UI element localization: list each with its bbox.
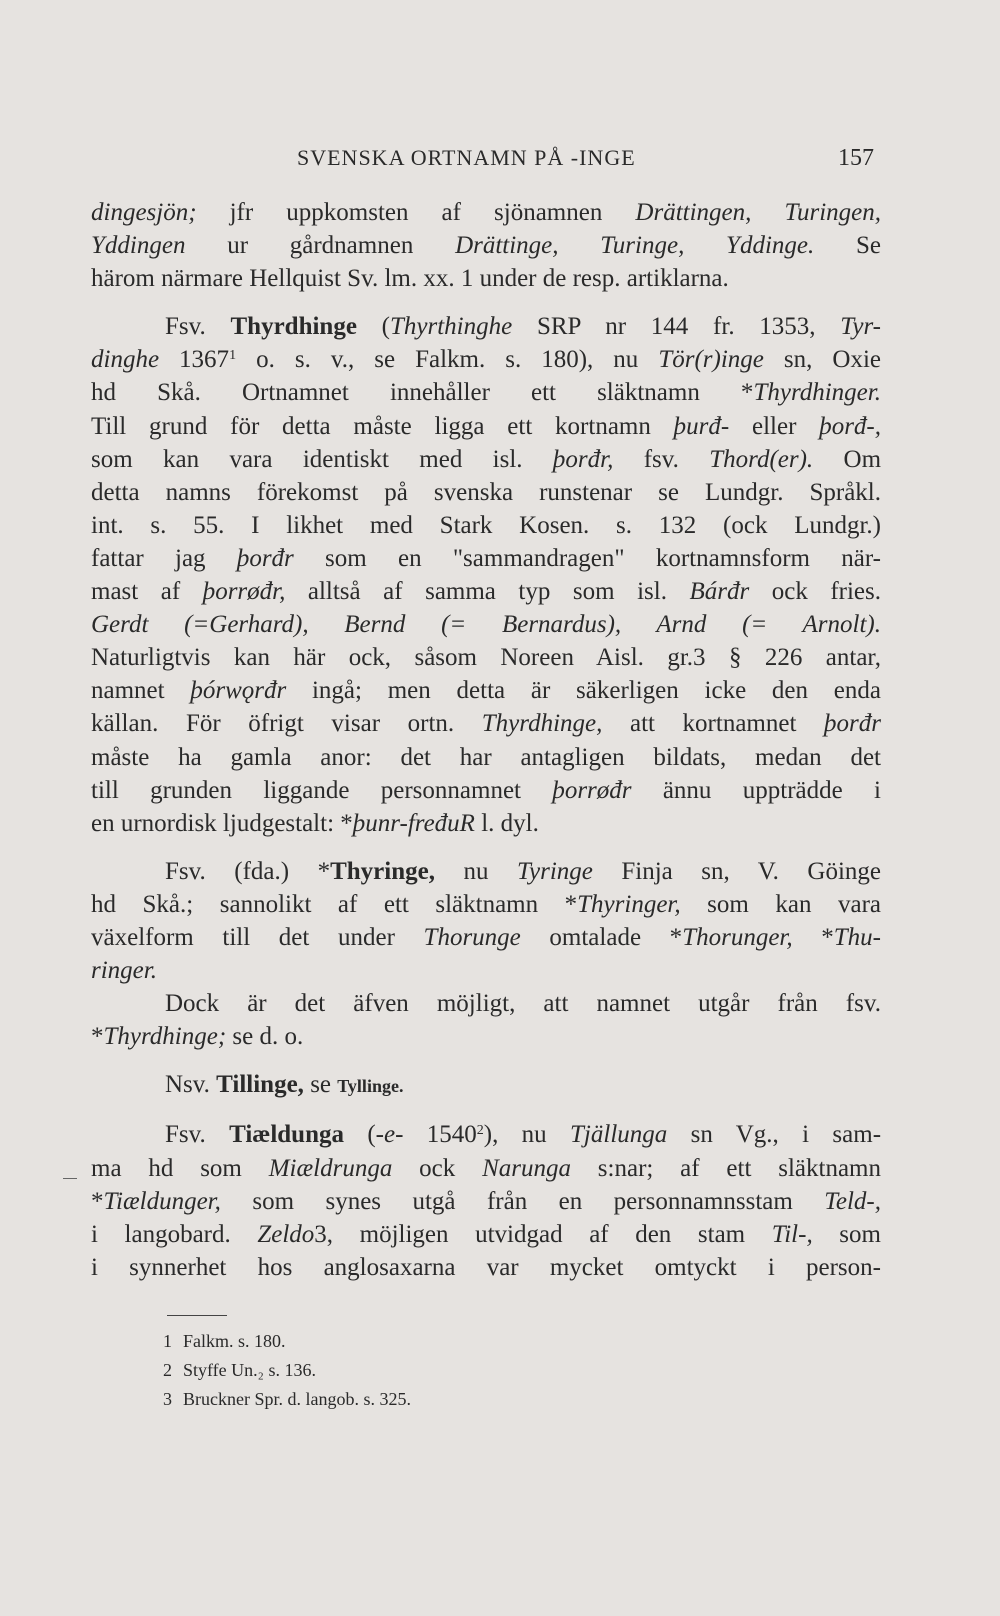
italic-word: Thyrthinghe bbox=[390, 313, 513, 341]
text-run: till grunden liggande personnamnet bbox=[91, 776, 553, 804]
italic-word: Thyringer, bbox=[577, 890, 681, 918]
text-line bbox=[91, 1218, 881, 1251]
italic-word: Drättinge, Turinge, Yddinge. bbox=[455, 232, 815, 260]
text-run: Fsv. bbox=[165, 313, 231, 341]
text-run: namnet bbox=[91, 677, 191, 705]
text-run: ( bbox=[356, 313, 390, 341]
text-run: s:nar; af ett släktnamn bbox=[570, 1154, 881, 1182]
text-line: måste ha gamla anor: det har antagligen bildats, medan det bbox=[91, 743, 881, 771]
italic-word: Teld-, bbox=[824, 1187, 881, 1215]
text-run: SRP nr 144 fr. 1353, bbox=[512, 313, 841, 341]
running-title: SVENSKA ORTNAMN PÅ -INGE bbox=[297, 145, 636, 170]
footnote-number: 2 bbox=[163, 1360, 172, 1380]
text-run: Se bbox=[814, 232, 881, 260]
text-run: , möjligen utvidgad af den stam bbox=[326, 1220, 772, 1248]
text-line bbox=[91, 807, 881, 840]
text-line bbox=[91, 954, 881, 987]
italic-word: Yddingen bbox=[91, 232, 186, 260]
text-run: att kortnamnet bbox=[602, 710, 825, 738]
text-line: i synnerhet hos anglosaxarna var mycket omtyckt i person- bbox=[91, 1253, 881, 1281]
footnote-ref: 1 bbox=[229, 348, 237, 364]
text-run: Fsv. bbox=[165, 1121, 230, 1149]
running-header bbox=[297, 145, 874, 171]
text-run: ( bbox=[344, 1121, 376, 1149]
headword: Tillinge, bbox=[216, 1071, 304, 1099]
italic-word: Thyrdhinge; bbox=[103, 1023, 227, 1051]
text-run: en urnordisk ljudgestalt: * bbox=[91, 809, 353, 837]
italic-word: þurđ- bbox=[673, 412, 730, 440]
footnote-text: Styffe Un.₂ s. 136. bbox=[183, 1360, 316, 1380]
text-line bbox=[91, 343, 881, 376]
text-run: Nsv. bbox=[165, 1071, 217, 1099]
italic-word: Thorunger, bbox=[682, 923, 793, 951]
text-run: källan. För öfrigt visar ortn. bbox=[91, 710, 482, 738]
italic-word: Til-, bbox=[771, 1220, 813, 1248]
text-line bbox=[91, 229, 881, 262]
text-line bbox=[91, 855, 881, 888]
text-run: ock bbox=[392, 1154, 483, 1182]
footnote-text: Falkm. s. 180. bbox=[183, 1331, 286, 1351]
text-line bbox=[91, 376, 881, 409]
text-run: som kan vara identiskt med isl. bbox=[91, 445, 553, 473]
text-run: som bbox=[812, 1220, 881, 1248]
italic-word: Thorunge bbox=[423, 923, 521, 951]
italic-word: Tyringe bbox=[516, 857, 593, 885]
text-run: nu bbox=[434, 857, 517, 885]
headword: Thyrdhinge bbox=[230, 313, 357, 341]
text-line: härom närmare Hellquist Sv. lm. xx. 1 under de resp. artiklarna. bbox=[91, 265, 729, 293]
text-line bbox=[91, 443, 881, 476]
text-run: som kan vara bbox=[680, 890, 881, 918]
text-line bbox=[91, 542, 881, 575]
text-run: ma hd som bbox=[91, 1154, 269, 1182]
text-line: int. s. 55. I likhet med Stark Kosen. s. 132 (ock Lundgr.) bbox=[91, 511, 881, 539]
entry-thyrdhinge bbox=[91, 310, 881, 840]
text-line bbox=[91, 410, 881, 443]
italic-word: Thyrdhinge, bbox=[481, 710, 603, 738]
text-run: i langobard. bbox=[91, 1220, 258, 1248]
text-run: sn, Oxie bbox=[763, 346, 881, 374]
text-line bbox=[91, 1020, 881, 1053]
text-run: Fsv. (fda.) * bbox=[165, 857, 331, 885]
text-line: Dock är det äfven möjligt, att namnet utgår från fsv. bbox=[165, 990, 881, 1018]
italic-word: þorrøđr, bbox=[202, 578, 286, 606]
paragraph-drattinge-continuation bbox=[91, 196, 881, 295]
text-run: l. dyl. bbox=[474, 809, 539, 837]
footnote bbox=[163, 1385, 411, 1414]
italic-word: dinghe bbox=[91, 346, 160, 374]
italic-word: dingesjön; bbox=[91, 199, 197, 226]
text-run: växelform till det under bbox=[91, 923, 424, 951]
footnote-number: 1 bbox=[163, 1331, 172, 1351]
italic-word: þorđr bbox=[236, 544, 294, 572]
text-run: se bbox=[303, 1071, 338, 1099]
text-run: 1540 bbox=[403, 1121, 477, 1149]
text-run: Finja sn, V. Göinge bbox=[592, 857, 881, 885]
text-run: Till grund för detta måste ligga ett kortnamn bbox=[91, 412, 674, 440]
text-run: sn Vg., i sam- bbox=[667, 1121, 882, 1149]
page-number: 157 bbox=[838, 145, 874, 171]
text-line bbox=[91, 674, 881, 707]
headword: Tiældunga bbox=[229, 1121, 344, 1149]
italic-word: Drättingen, Turingen, bbox=[635, 199, 881, 226]
text-run: omtalade * bbox=[520, 923, 683, 951]
text-run: ännu uppträdde i bbox=[631, 776, 881, 804]
footnote-text: Bruckner Spr. d. langob. s. 325. bbox=[183, 1389, 411, 1409]
text-run: o. s. v., se Falkm. s. 180), nu bbox=[236, 346, 659, 374]
text-line bbox=[91, 888, 881, 921]
text-line bbox=[91, 608, 881, 641]
italic-word: Zeldo bbox=[257, 1220, 315, 1248]
footnote-rule bbox=[167, 1315, 227, 1316]
entry-tillinge bbox=[91, 1068, 881, 1103]
italic-word: Tyr- bbox=[840, 313, 881, 341]
text-run: som synes utgå från en personnamnsstam bbox=[220, 1187, 825, 1215]
text-run: ur gårdnamnen bbox=[185, 232, 456, 260]
entry-thyringe bbox=[91, 855, 881, 1054]
footnote-ref: 2 bbox=[476, 1123, 484, 1139]
footnote bbox=[163, 1327, 411, 1356]
italic-word: Tiældunger, bbox=[103, 1187, 221, 1215]
footnote-number: 3 bbox=[163, 1389, 172, 1409]
footnote-ref: 3 bbox=[314, 1220, 327, 1248]
text-line bbox=[91, 1152, 881, 1185]
text-run: se d. o. bbox=[226, 1023, 304, 1051]
text-run: fsv. bbox=[613, 445, 710, 473]
text-line bbox=[91, 1185, 881, 1218]
cross-reference: Tyllinge. bbox=[337, 1076, 404, 1097]
text-run: alltså af samma typ som isl. bbox=[285, 578, 690, 606]
text-run: 1367 bbox=[159, 346, 230, 374]
text-run: Om bbox=[813, 445, 882, 473]
italic-word: -e- bbox=[375, 1121, 404, 1149]
main-text bbox=[91, 196, 881, 1284]
italic-word: Gerdt (=Gerhard), Bernd (= Bernardus), Arnd (= Arnolt). bbox=[91, 611, 881, 639]
italic-word: þórwǫrđr bbox=[190, 677, 287, 705]
headword: Thyringe, bbox=[330, 857, 435, 885]
italic-word: þorrøđr bbox=[552, 776, 632, 804]
text-line bbox=[91, 1068, 881, 1103]
italic-word: þorđr, bbox=[552, 445, 614, 473]
italic-word: Tjällunga bbox=[570, 1121, 668, 1149]
text-run: eller bbox=[729, 412, 820, 440]
italic-word: Thu- bbox=[833, 923, 881, 951]
text-run: fattar jag bbox=[91, 544, 237, 572]
italic-word: Miældrunga bbox=[268, 1154, 393, 1182]
italic-word: Thyrdhinger. bbox=[753, 379, 881, 407]
margin-mark bbox=[63, 1178, 77, 1179]
italic-word: þorđ-, bbox=[819, 412, 881, 440]
italic-word: Tör(r)inge bbox=[658, 346, 764, 374]
text-run: * bbox=[91, 1187, 104, 1215]
footnote bbox=[163, 1356, 411, 1385]
text-run: * bbox=[792, 923, 834, 951]
text-run: * bbox=[91, 1023, 104, 1051]
text-line: detta namns förekomst på svenska runstenar se Lundgr. Språkl. bbox=[91, 478, 881, 506]
text-run: ), nu bbox=[483, 1121, 571, 1149]
text-line bbox=[91, 310, 881, 343]
text-run: ingå; men detta är säkerligen icke den enda bbox=[286, 677, 881, 705]
text-run: mast af bbox=[91, 578, 203, 606]
text-line bbox=[91, 774, 881, 807]
italic-word: Bárđr bbox=[689, 578, 750, 606]
footnotes bbox=[163, 1327, 411, 1414]
text-run: hd Skå.; sannolikt af ett släktnamn * bbox=[91, 890, 578, 918]
text-run: som en "sammandragen" kortnamnsform när- bbox=[293, 544, 881, 572]
italic-word: Thord(er). bbox=[709, 445, 814, 473]
text-line bbox=[91, 1118, 881, 1151]
italic-word: ringer. bbox=[91, 957, 157, 985]
text-run: jfr uppkomsten af sjönamnen bbox=[196, 199, 636, 226]
text-run: hd Skå. Ortnamnet innehåller ett släktnamn * bbox=[91, 379, 754, 407]
italic-word: Narunga bbox=[482, 1154, 571, 1182]
text-line: Naturligtvis kan här ock, såsom Noreen Aisl. gr.3 § 226 antar, bbox=[91, 644, 881, 672]
text-line bbox=[91, 575, 881, 608]
italic-word: þunr-fređuR bbox=[352, 809, 475, 837]
text-run: ock fries. bbox=[749, 578, 882, 606]
text-line bbox=[91, 707, 881, 740]
text-line bbox=[91, 196, 881, 229]
text-line bbox=[91, 921, 881, 954]
entry-tiaeldunga bbox=[91, 1118, 881, 1283]
italic-word: þorđr bbox=[824, 710, 881, 738]
